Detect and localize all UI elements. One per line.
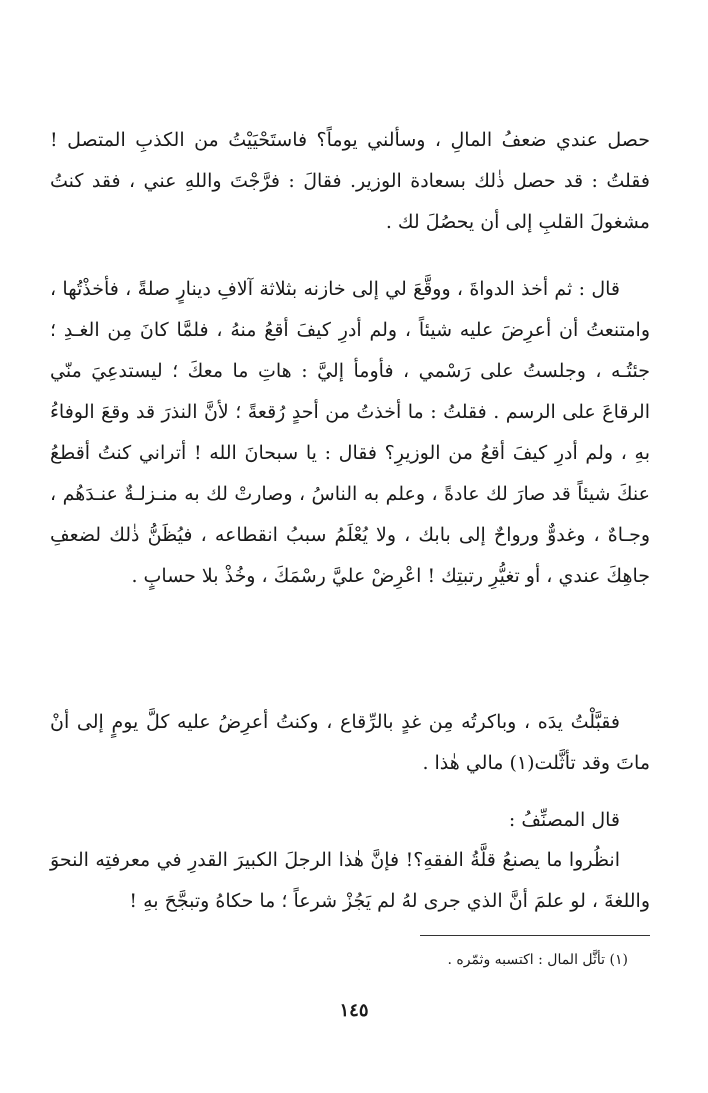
heading-text: قال المصنِّفُ : — [508, 809, 620, 831]
paragraph-2 — [50, 269, 650, 597]
page-number: ١٤٥ — [339, 1000, 369, 1021]
footnote: (١) تأثَّل المال : اكتسبه وثمّره . — [447, 952, 628, 968]
paragraph-text: حصل عندي ضعفُ المالِ ، وسألني يوماً؟ فاستَحْيَيْتُ من الكذبِ المتصل ! فقلتُ : قد حصل ذٰلك بسعادة الوزير. فقالَ : فرَّجْتَ واللهِ عني ، فقد كنتُ مشغولَ القلبِ إلى أن يحصُلَ لك . — [50, 129, 650, 233]
paragraph-text: قال : ثم أخذ الدواةَ ، ووقَّعَ لي إلى خازنه بثلاثة آلافِ دينارٍ صلةً ، فأخذْتُها ، وامتنعتُ أن أعرِضَ عليه شيئاً ، ولم أدرِ كيفَ أقعُ منهُ ، فلمَّا كانَ مِن الغـدِ ؛ جئتُـه ، وجلستُ على رَسْمي ، فأومأ إليَّ : هاتِ ما معكَ ؛ ليستدعِيَ منّي الرقاعَ على الرسم . فقلتُ : ما أخذتُ من أحدٍ رُقعةً ؛ لأنَّ النذرَ قد وقعَ الوفاءُ بهِ ، ولم أدرِ كيفَ أقعُ من الوزيرِ؟ فقال : يا سبحانَ الله ! أتراني كنتُ أقطعُ عنكَ شيئاً قد صارَ لك عادةً ، وعلم به الناسُ ، وصارتْ لك به منـزلـةٌ عنـدَهُم ، وجـاهٌ ، وغدوٌّ ورواحٌ إلى بابك ، ولا يُعْلَمُ سببُ انقطاعه ، فيُظَنُّ ذٰلك لضعفِ جاهِكَ عندي ، أو تغيُّرِ رتبتِك ! اعْرِضْ عليَّ رسْمَكَ ، وخُذْ بلا حسابٍ . — [50, 278, 650, 587]
section-heading — [50, 800, 650, 841]
paragraph-4 — [50, 840, 650, 922]
paragraph-text: انظُروا ما يصنعُ قلَّةُ الفقهِ؟! فإنَّ هٰذا الرجلَ الكبيرَ القدرِ في معرفتِه النحوَ واللغةَ ، لو علمَ أنَّ الذي جرى لهُ لم يَجُزْ شرعاً ؛ ما حكاهُ وتبجَّحَ بهِ ! — [50, 849, 650, 912]
paragraph-text: فقبَّلْتُ يدَه ، وباكرتُه مِن غدٍ بالرِّقاع ، وكنتُ أعرِضُ عليه كلَّ يومٍ إلى أنْ ماتَ وقد تأثَّلت(١) مالي هٰذا . — [50, 711, 650, 774]
paragraph-3 — [50, 702, 650, 784]
paragraph-1 — [50, 120, 650, 243]
footnote-divider — [420, 935, 650, 936]
